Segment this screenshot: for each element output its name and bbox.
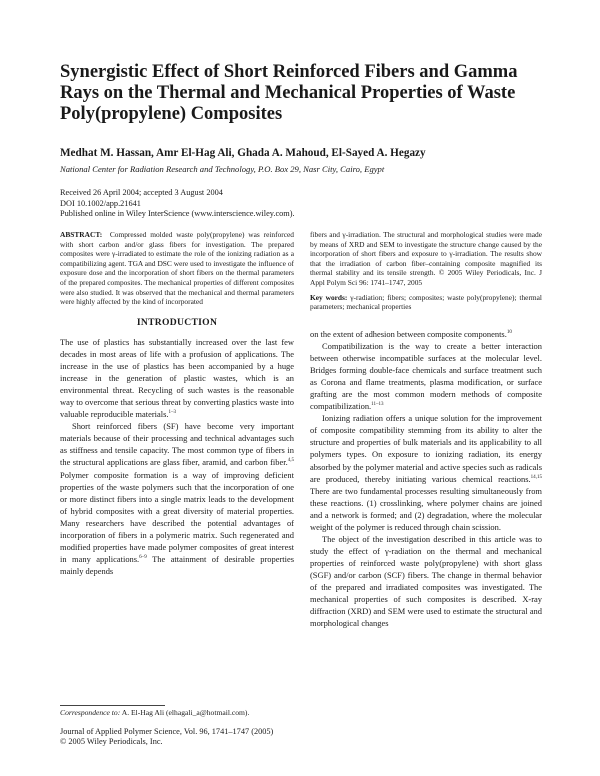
- footnote-divider: [60, 705, 165, 706]
- keywords-text: γ-radiation; fibers; composites; waste poly(propylene); thermal parameters; mechanical properties: [310, 292, 542, 312]
- citation: 11–13: [371, 401, 384, 408]
- footnote-label: Correspondence to:: [60, 708, 121, 717]
- citation: 4,5: [287, 457, 294, 464]
- paragraph-text: The use of plastics has substantially increased over the last few decades in most areas of life with a profusion of applications. The increase in the use of plastics has been accompanied by a huge increase in the generation of plastic wastes, which is an environmental threat. Recycling of such wastes is the reasonable way to overcome that serious threat by converting plastics waste into valuable reproducible materials.: [60, 337, 294, 420]
- doi: DOI 10.1002/app.21641: [60, 198, 141, 208]
- paragraph-text: The attainment of desirable properties mainly depends: [60, 553, 294, 576]
- paragraph: [310, 412, 542, 532]
- paper-title: Synergistic Effect of Short Reinforced Fibers and Gamma Rays on the Thermal and Mechanical Properties of Waste Poly(propylene) Composites: [60, 62, 518, 124]
- body-column-left: [60, 336, 294, 577]
- journal-citation: Journal of Applied Polymer Science, Vol. 96, 1741–1747 (2005): [60, 727, 274, 736]
- citation: 10: [506, 329, 512, 336]
- abstract-right: [310, 230, 542, 312]
- paragraph-text: Short reinforced fibers (SF) have become very important materials because of their processing and technical advantages such as stiffness and tensile capacity. The most common type of fibers in the structural applications are glass fiber, aramid, and carbon fiber.: [60, 421, 294, 468]
- body-column-right: [310, 328, 542, 629]
- journal-info: [60, 727, 320, 747]
- footnote-text: A. El-Hag Ali (elhagali_a@hotmail.com).: [120, 708, 250, 717]
- paragraph: [310, 328, 542, 340]
- published-online: Published online in Wiley InterScience (www.interscience.wiley.com).: [60, 209, 295, 219]
- paragraph: [60, 336, 294, 420]
- citation: 6–9: [139, 554, 147, 561]
- publication-dates: [60, 188, 540, 220]
- paragraph-text: Ionizing radiation offers a unique solution for the improvement of composite compatibility stemming from its ability to alter the structure and properties of bulk materials and its applicability to all polymers types. On exposure to ionizing radiation, its energy absorbed by the polymer material and active species such as radicals are produced, thereby initiating various chemical reactions.: [310, 413, 542, 484]
- received-date: Received 26 April 2004; accepted 3 August 2004: [60, 188, 223, 197]
- paragraph-text: Polymer composite formation is a way of improving deficient properties of the waste polymers such that the incorporation of one or more distinct fibers into a single matrix leads to the development of hybrid composites with a great diversity of material properties. Many researchers have described the potential advantages of incorporation of fibers in a polymeric matrix. Such regenerated and modified properties have made polymer composites of great interest in many applications.: [60, 469, 294, 564]
- paragraph-text: on the extent of adhesion between composite components.: [310, 329, 507, 339]
- copyright: © 2005 Wiley Periodicals, Inc.: [60, 737, 163, 747]
- paragraph: The object of the investigation described in this article was to study the effect of γ-radiation on the thermal and mechanical properties of reinforced waste poly(propylene) with short glass (SGF) and/or carbon (SCF) fibers. The change in thermal behavior of the prepared and irradiated composites was investigated. The mechanical properties of such composites is described. X-ray diffraction (XRD) and SEM were used to estimate the structural and morphological changes: [310, 533, 542, 629]
- affiliation: National Center for Radiation Research and Technology, P.O. Box 29, Nasr City, Cairo, Egypt: [60, 164, 385, 174]
- abstract-label: ABSTRACT:: [60, 230, 103, 239]
- paragraph-text: Compatibilization is the way to create a better interaction between otherwise incompatible surfaces at the molecular level. Bridges forming double-face chemicals and surface treatment such as Corona and flame treatments, plasma modification, or surface grafting are the most common modern methods of composite compatibilization.: [310, 341, 542, 412]
- paragraph: [60, 420, 294, 577]
- keywords: [310, 293, 542, 312]
- correspondence-footnote: [60, 708, 300, 718]
- paragraph-text: There are two fundamental processes resulting simultaneously from these reactions. (1) crosslinking, where polymer chains are joined and a network is formed; and (2) degradation, where the molecular weight of the polymer is reduced through chain scission.: [310, 485, 542, 532]
- abstract-left: [60, 230, 294, 307]
- keywords-label: Key words:: [310, 292, 348, 302]
- paragraph: [310, 340, 542, 412]
- author-list: Medhat M. Hassan, Amr El-Hag Ali, Ghada A. Mahoud, El-Sayed A. Hegazy: [60, 147, 426, 159]
- abstract-text-left: Compressed molded waste poly(propylene) was reinforced with short carbon and/or glass fibers for investigation. The prepared composites were γ-irradiated to estimate the role of the ionizing radiation as a compatibilizing agent. TGA and DSC were used to investigate the influence of exposure dose and the incorporation of short fibers on the thermal parameters of the prepared composites. The mechanical properties of different composites were also studied. It was observed that the mechanical and thermal parameters were highly affected by the kind of incorporated: [60, 230, 294, 307]
- citation: 14,15: [530, 473, 542, 480]
- citation: 1–3: [168, 409, 177, 416]
- section-heading-introduction: INTRODUCTION: [136, 317, 218, 328]
- abstract-text-right: fibers and γ-irradiation. The structural and morphological studies were made by means of XRD and SEM to investigate the structure change caused by the incorporation of short fibers and exposure to γ-irradiation. The results show that the irradiation of carbon fiber–containing composite magnified its thermal stability and its tensile strength. © 2005 Wiley Periodicals, Inc. J Appl Polym Sci 96: 1741–1747, 2005: [310, 230, 542, 287]
